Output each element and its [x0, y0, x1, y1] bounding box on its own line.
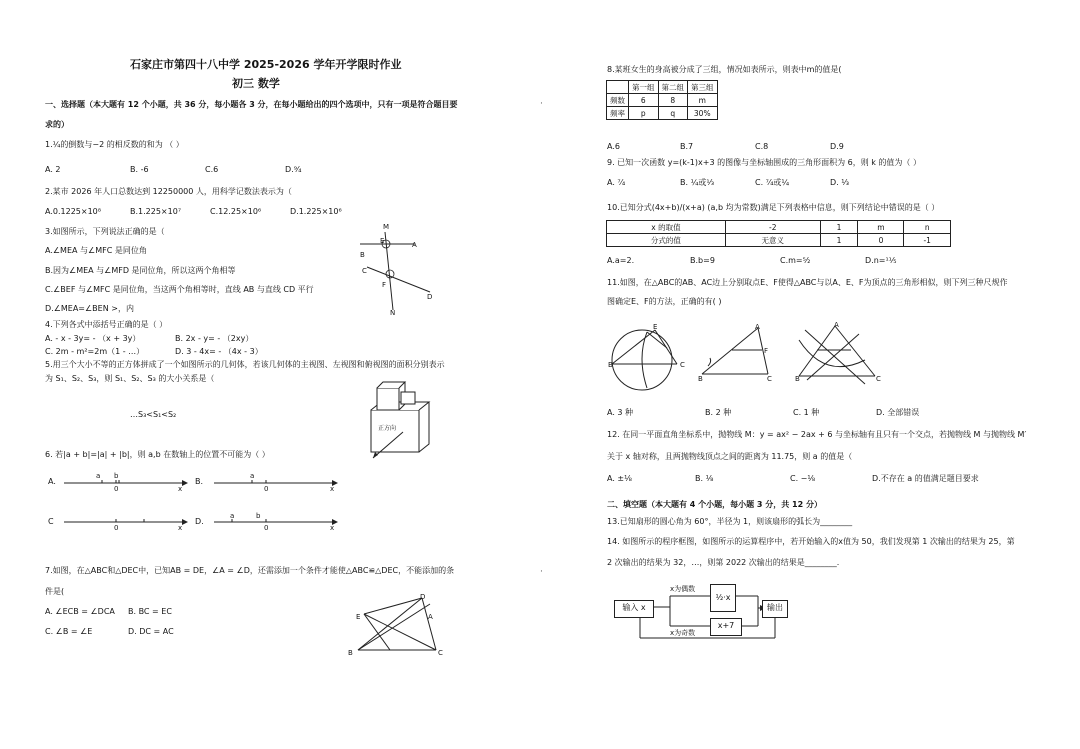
q9-option-b: B. ¼或¹⁄₃ [680, 178, 715, 187]
q7-label-a: A [428, 613, 433, 621]
q1-option-d: D.⁹⁄₄ [285, 165, 302, 174]
q8-option-d: D.9 [830, 142, 844, 151]
q11-f2-label-c: C [767, 375, 772, 383]
q6-axis-c [64, 517, 189, 529]
q11-figure-3 [795, 320, 885, 390]
q10-header-4: n [904, 221, 951, 234]
q14-output-box: 输出 [762, 600, 788, 618]
q7-label-b: B [348, 649, 353, 657]
q4-stem: 4.下列各式中添括号正确的是（ ） [45, 320, 168, 329]
q3-label-d: D [427, 293, 433, 301]
q11-f2-label-f: F [764, 347, 769, 355]
q5-stem: 5.用三个大小不等的正方体拼成了一个如图所示的几何体，若该几何体的主视图、左视图和俯视图的面积分别表示 [45, 360, 445, 369]
q3-label-b: B [360, 251, 365, 259]
q10-header-3: m [858, 221, 904, 234]
q6-c-x: x [178, 524, 183, 532]
q6-option-b-label: B. [195, 477, 204, 486]
q8-row1-c1: 6 [629, 94, 659, 107]
q9-stem: 9. 已知一次函数 y=(k-1)x+3 的图像与坐标轴围成的三角形面积为 6，则 k 的值为（ ） [607, 158, 921, 167]
q6-b-zero: 0 [264, 485, 269, 493]
q11-option-c: C. 1 种 [793, 408, 820, 417]
q2-option-d: D.1.225×10⁶ [290, 207, 342, 216]
q6-axis-b [214, 478, 339, 490]
q5-partial-answer: …S₃<S₁<S₂ [130, 410, 177, 419]
q12-option-d: D.不存在 a 的值满足题目要求 [872, 474, 979, 483]
q11-option-a: A. 3 种 [607, 408, 634, 417]
q11-f1-label-c: C [680, 361, 685, 369]
q5-cube-figure [363, 372, 435, 460]
q7-option-a: A. ∠ECB = ∠DCA [45, 607, 115, 616]
q3-option-a: A.∠MEA 与∠MFC 是同位角 [45, 246, 147, 255]
q12-option-b: B. ⅛ [695, 474, 714, 483]
q14-plus7-box: x+7 [710, 618, 742, 636]
q10-header-0: x 的取值 [607, 221, 726, 234]
q14-odd-label: x为奇数 [670, 629, 696, 637]
q8-header-1: 第一组 [629, 81, 659, 94]
q7-triangle-figure [350, 592, 445, 657]
q6-option-c-label: C [48, 517, 54, 526]
q14-input-box: 输入 x [614, 600, 654, 618]
q13-stem: 13.已知扇形的圆心角为 60°，半径为 1，则该扇形的弧长为________ [607, 517, 853, 526]
q11-figure-1 [607, 318, 687, 398]
q1-option-b: B. -6 [130, 165, 149, 174]
q10-option-d: D.n=¹¹⁄₅ [865, 256, 897, 265]
q12-stem: 12. 在同一平面直角坐标系中，抛物线 M：y = ax² − 2ax + 6 与坐标轴有且只有一个交点，若抛物线 M 与抛物线 M′ [607, 430, 1027, 439]
q1-stem: 1.¼的倒数与−2 的相反数的和为 （ ） [45, 140, 184, 149]
q14-stem: 14. 如图所示的程序框图，如图所示的运算程序中，若开始输入的x值为 50，我们发现第 1 次输出的结果为 25，第 [607, 537, 1015, 546]
q6-d-zero: 0 [264, 524, 269, 532]
q8-row1-c2: 8 [658, 94, 688, 107]
q9-option-d: D. ⅓ [830, 178, 849, 187]
q8-option-b: B.7 [680, 142, 694, 151]
q11-f3-label-b: B [795, 375, 800, 383]
q3-label-n: N [390, 309, 396, 317]
q3-figure [355, 222, 445, 317]
q2-stem: 2.某市 2026 年人口总数达到 12250000 人，用科学记数法表示为（ [45, 187, 292, 196]
q10-row-label: 分式的值 [607, 234, 726, 247]
q10-row-c4: -1 [904, 234, 951, 247]
q7-option-d: D. DC = AC [128, 627, 174, 636]
q6-a-x: x [178, 485, 183, 493]
q6-a-zero: 0 [114, 485, 119, 493]
q6-option-d-label: D. [195, 517, 204, 526]
q4-option-a: A. - x - 3y= - （x + 3y） [45, 334, 141, 343]
q12-stem-2: 关于 x 轴对称，且两抛物线顶点之间的距离为 11.75，则 a 的值是（ [607, 452, 853, 461]
q6-axis-a [64, 478, 189, 490]
q7-option-c: C. ∠B = ∠E [45, 627, 93, 636]
q8-row1-c3: m [688, 94, 718, 107]
q11-f1-label-b: B [608, 361, 613, 369]
q14-stem-2: 2 次输出的结果为 32，…，则第 2022 次输出的结果是________. [607, 558, 840, 567]
q11-f1-label-e: E [653, 323, 658, 331]
q14-half-box: ½·x [710, 584, 736, 612]
q11-stem-2: 图确定E、F的方法，正确的有( ) [607, 297, 722, 306]
q4-option-b: B. 2x - y= - （2xy） [175, 334, 254, 343]
q7-label-d: D [420, 593, 426, 601]
q8-row2-c1: p [629, 107, 659, 120]
q8-table [606, 80, 718, 120]
q7-option-b: B. BC = EC [128, 607, 172, 616]
q7-label-c: C [438, 649, 443, 657]
section2-heading: 二、填空题（本大题有 4 个小题，每小题 3 分，共 12 分） [607, 500, 822, 509]
q3-label-e: E [380, 237, 385, 245]
q8-option-c: C.8 [755, 142, 769, 151]
q2-option-b: B.1.225×10⁷ [130, 207, 182, 216]
q11-option-b: B. 2 种 [705, 408, 732, 417]
q8-row2-label: 频率 [607, 107, 629, 120]
q8-header-3: 第三组 [688, 81, 718, 94]
q6-d-label-a: a [230, 512, 235, 520]
q3-label-f: F [382, 281, 387, 289]
q6-option-a-label: A. [48, 477, 56, 486]
q6-a-label-b: b [114, 472, 119, 480]
q3-label-m: M [383, 223, 390, 231]
q11-f2-label-b: B [698, 375, 703, 383]
q8-header-2: 第二组 [658, 81, 688, 94]
q11-f3-label-a: A [834, 321, 839, 329]
q11-f3-label-c: C [876, 375, 881, 383]
q6-stem: 6. 若|a + b|=|a| + |b|，则 a,b 在数轴上的位置不可能为（ ） [45, 450, 270, 459]
q11-f2-label-a: A [755, 323, 760, 331]
exam-title: 石家庄市第四十八中学 2025-2026 学年开学限时作业 [130, 58, 402, 71]
q9-option-c: C. ⁷⁄₄或¼ [755, 178, 790, 187]
section1-heading-cont: 求的） [45, 120, 69, 129]
q8-row2-c3: 30% [688, 107, 718, 120]
q10-header-2: 1 [820, 221, 858, 234]
q5-front-label: 正方向 [378, 425, 397, 432]
scan-mark: · [540, 567, 543, 577]
q4-option-c: C. 2m - m²=2m（1 - …） [45, 347, 145, 356]
q12-option-a: A. ±⅛ [607, 474, 632, 483]
q3-option-d: D.∠MEA=∠BEN >，内 [45, 304, 134, 313]
q10-row-c2: 1 [820, 234, 858, 247]
q12-option-c: C. −⅛ [790, 474, 816, 483]
q11-option-d: D. 全部错误 [876, 408, 920, 417]
q7-stem-2: 件是( [45, 587, 65, 596]
q1-option-a: A. 2 [45, 165, 61, 174]
q2-option-c: C.12.25×10⁶ [210, 207, 262, 216]
q10-row-c3: 0 [858, 234, 904, 247]
q6-b-label-a: a [250, 472, 255, 480]
q8-header-empty [607, 81, 629, 94]
q11-stem: 11.如图，在△ABC的AB、AC边上分别取点E、F使得△ABC与以A、E、F为顶点的三角形相似，则下列三种尺规作 [607, 278, 1008, 287]
q6-d-label-b: b [256, 512, 261, 520]
section1-heading: 一、选择题（本大题有 12 个小题，共 36 分，每小题各 3 分，在每小题给出的四个选项中，只有一项是符合题目要 [45, 100, 458, 109]
q10-option-a: A.a=2. [607, 256, 635, 265]
q9-option-a: A. ⁷⁄₄ [607, 178, 626, 187]
q10-option-b: B.b=9 [690, 256, 715, 265]
q6-c-zero: 0 [114, 524, 119, 532]
q10-stem: 10.已知分式(4x+b)/(x+a) (a,b 均为常数)满足下列表格中信息，则下列结论中错误的是（ ） [607, 203, 940, 212]
q3-option-c: C.∠BEF 与∠MFC 是同位角，当这两个角相等时，直线 AB 与直线 CD 平行 [45, 285, 314, 294]
q2-option-a: A.0.1225×10⁸ [45, 207, 101, 216]
q6-a-label-a: a [96, 472, 101, 480]
q3-label-a: A [412, 241, 417, 249]
q7-stem: 7.如图，在△ABC和△DEC中，已知AB = DE，∠A = ∠D，还需添加一个条件才能使△ABC≌△DEC，不能添加的条 [45, 566, 455, 575]
q8-row2-c2: q [658, 107, 688, 120]
q1-option-c: C.6 [205, 165, 219, 174]
q10-row-c1: 无意义 [725, 234, 820, 247]
q8-stem: 8.某班女生的身高被分成了三组，情况如表所示，则表中m的值是( [607, 65, 842, 74]
q4-option-d: D. 3 - 4x= - （4x - 3） [175, 347, 263, 356]
q3-stem: 3.如图所示，下列说法正确的是（ [45, 227, 165, 236]
q10-option-c: C.m=⁵⁄₂ [780, 256, 811, 265]
q3-option-b: B.因为∠MEA 与∠MFD 是同位角，所以这两个角相等 [45, 266, 236, 275]
q6-b-x: x [330, 485, 335, 493]
q7-label-e: E [356, 613, 361, 621]
q14-even-label: x为偶数 [670, 585, 696, 593]
q8-option-a: A.6 [607, 142, 620, 151]
exam-subtitle: 初三 数学 [232, 77, 280, 90]
q10-header-1: -2 [725, 221, 820, 234]
q6-d-x: x [330, 524, 335, 532]
q3-label-c: C [362, 267, 367, 275]
scan-mark: · [540, 99, 543, 109]
q10-table [606, 220, 951, 247]
q5-stem-2: 为 S₁、S₂、S₃，则 S₁、S₂、S₃ 的大小关系是（ [45, 374, 215, 383]
q8-row1-label: 频数 [607, 94, 629, 107]
